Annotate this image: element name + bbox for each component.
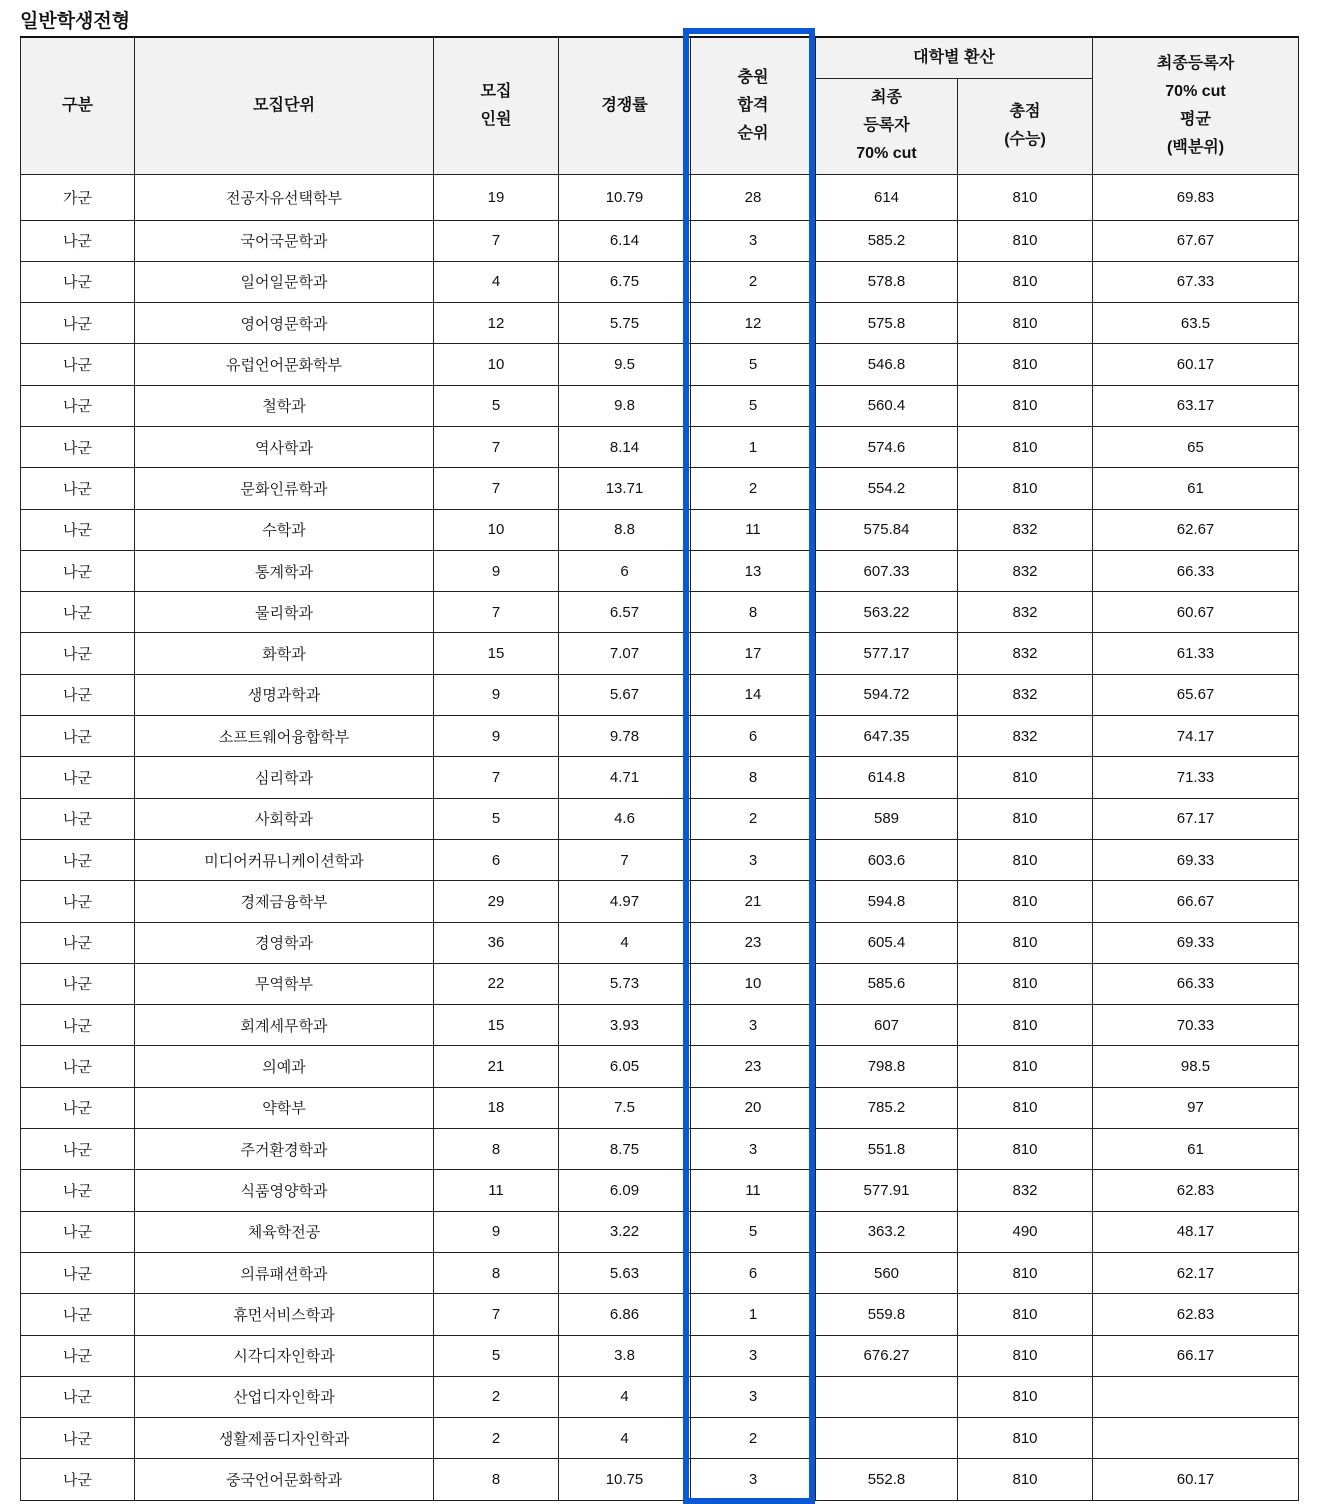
header-rank: 충원 합격 순위 [691,37,816,174]
cell-final-cut: 363.2 [816,1211,958,1252]
cell-ratio: 4.6 [559,798,691,839]
cell-unit: 물리학과 [135,592,434,633]
cell-average: 48.17 [1093,1211,1299,1252]
cell-unit: 통계학과 [135,550,434,591]
cell-total: 832 [958,550,1093,591]
cell-average: 66.67 [1093,881,1299,922]
cell-group: 나군 [21,674,135,715]
cell-final-cut: 577.17 [816,633,958,674]
cell-final-cut: 589 [816,798,958,839]
cell-unit: 철학과 [135,385,434,426]
cell-group: 나군 [21,1294,135,1335]
cell-rank: 3 [691,1376,816,1417]
cell-group: 나군 [21,385,135,426]
table-row [21,509,1299,550]
cell-unit: 의예과 [135,1046,434,1087]
cell-final-cut: 552.8 [816,1459,958,1500]
cell-rank: 2 [691,798,816,839]
cell-quota: 9 [434,716,559,757]
cell-quota: 5 [434,385,559,426]
cell-group: 나군 [21,1252,135,1293]
cell-final-cut: 574.6 [816,426,958,467]
cell-unit: 경영학과 [135,922,434,963]
cell-final-cut [816,1376,958,1417]
table-row [21,757,1299,798]
cell-quota: 15 [434,633,559,674]
cell-rank: 23 [691,922,816,963]
cell-rank: 14 [691,674,816,715]
cell-total: 810 [958,174,1093,220]
cell-unit: 회계세무학과 [135,1005,434,1046]
cell-ratio: 9.5 [559,344,691,385]
cell-quota: 12 [434,303,559,344]
cell-ratio: 6.75 [559,261,691,302]
cell-quota: 7 [434,757,559,798]
cell-rank: 3 [691,1459,816,1500]
cell-quota: 11 [434,1170,559,1211]
header-final-cut: 최종 등록자 70% cut [816,78,958,174]
cell-ratio: 7.5 [559,1087,691,1128]
cell-average: 62.17 [1093,1252,1299,1293]
table-row [21,963,1299,1004]
cell-total: 832 [958,1170,1093,1211]
cell-unit: 사회학과 [135,798,434,839]
cell-unit: 역사학과 [135,426,434,467]
cell-ratio: 9.8 [559,385,691,426]
cell-average: 65 [1093,426,1299,467]
cell-total: 810 [958,344,1093,385]
cell-rank: 2 [691,261,816,302]
cell-unit: 의류패션학과 [135,1252,434,1293]
cell-final-cut: 575.84 [816,509,958,550]
cell-total: 810 [958,963,1093,1004]
cell-final-cut: 578.8 [816,261,958,302]
cell-group: 나군 [21,1087,135,1128]
cell-group: 나군 [21,1459,135,1500]
cell-rank: 11 [691,509,816,550]
table-row [21,1252,1299,1293]
cell-average: 63.5 [1093,303,1299,344]
cell-group: 나군 [21,1170,135,1211]
cell-group: 나군 [21,303,135,344]
cell-total: 810 [958,1459,1093,1500]
cell-group: 나군 [21,633,135,674]
cell-total: 810 [958,1335,1093,1376]
cell-total: 810 [958,303,1093,344]
cell-total: 810 [958,839,1093,880]
cell-ratio: 4 [559,1376,691,1417]
cell-ratio: 7 [559,839,691,880]
cell-unit: 주거환경학과 [135,1129,434,1170]
cell-ratio: 6.57 [559,592,691,633]
cell-rank: 8 [691,757,816,798]
cell-unit: 생명과학과 [135,674,434,715]
cell-quota: 8 [434,1129,559,1170]
cell-average: 61 [1093,468,1299,509]
header-average: 최종등록자 70% cut 평균 (백분위) [1093,37,1299,174]
cell-final-cut: 614.8 [816,757,958,798]
cell-total: 810 [958,1376,1093,1417]
table-row [21,1418,1299,1459]
cell-total: 810 [958,798,1093,839]
cell-unit: 화학과 [135,633,434,674]
cell-ratio: 4.97 [559,881,691,922]
table-row [21,1376,1299,1417]
cell-unit: 중국언어문화학과 [135,1459,434,1500]
cell-rank: 2 [691,1418,816,1459]
table-row [21,839,1299,880]
cell-final-cut: 585.6 [816,963,958,1004]
cell-average: 62.67 [1093,509,1299,550]
cell-rank: 1 [691,1294,816,1335]
cell-total: 810 [958,1294,1093,1335]
table-row [21,1087,1299,1128]
header-conversion: 대학별 환산 [816,37,1093,78]
cell-unit: 약학부 [135,1087,434,1128]
cell-total: 810 [958,922,1093,963]
cell-group: 나군 [21,550,135,591]
cell-total: 810 [958,426,1093,467]
cell-final-cut: 563.22 [816,592,958,633]
cell-ratio: 9.78 [559,716,691,757]
cell-final-cut: 605.4 [816,922,958,963]
cell-total: 810 [958,1046,1093,1087]
cell-rank: 5 [691,344,816,385]
cell-final-cut: 676.27 [816,1335,958,1376]
cell-unit: 심리학과 [135,757,434,798]
cell-quota: 21 [434,1046,559,1087]
cell-ratio: 5.73 [559,963,691,1004]
cell-rank: 3 [691,1335,816,1376]
cell-total: 810 [958,1129,1093,1170]
cell-rank: 6 [691,716,816,757]
cell-ratio: 3.8 [559,1335,691,1376]
cell-ratio: 10.75 [559,1459,691,1500]
cell-group: 나군 [21,1046,135,1087]
cell-final-cut: 607 [816,1005,958,1046]
cell-ratio: 6.09 [559,1170,691,1211]
cell-group: 나군 [21,220,135,261]
cell-quota: 8 [434,1459,559,1500]
cell-ratio: 10.79 [559,174,691,220]
cell-average [1093,1418,1299,1459]
cell-average: 70.33 [1093,1005,1299,1046]
header-quota: 모집 인원 [434,37,559,174]
cell-average: 67.67 [1093,220,1299,261]
table-row [21,1459,1299,1500]
cell-quota: 2 [434,1418,559,1459]
cell-quota: 22 [434,963,559,1004]
cell-quota: 9 [434,674,559,715]
cell-unit: 소프트웨어융합학부 [135,716,434,757]
table-row [21,1294,1299,1335]
cell-final-cut: 554.2 [816,468,958,509]
cell-average: 74.17 [1093,716,1299,757]
cell-group: 나군 [21,1335,135,1376]
cell-group: 나군 [21,344,135,385]
cell-unit: 무역학부 [135,963,434,1004]
cell-average: 69.83 [1093,174,1299,220]
cell-rank: 10 [691,963,816,1004]
cell-unit: 문화인류학과 [135,468,434,509]
cell-quota: 2 [434,1376,559,1417]
cell-quota: 7 [434,592,559,633]
table-row [21,220,1299,261]
cell-average [1093,1376,1299,1417]
header-unit: 모집단위 [135,37,434,174]
cell-average: 69.33 [1093,839,1299,880]
cell-ratio: 4.71 [559,757,691,798]
cell-average: 66.33 [1093,963,1299,1004]
cell-final-cut: 577.91 [816,1170,958,1211]
cell-average: 65.67 [1093,674,1299,715]
cell-average: 97 [1093,1087,1299,1128]
cell-rank: 3 [691,1005,816,1046]
cell-rank: 12 [691,303,816,344]
cell-unit: 수학과 [135,509,434,550]
cell-average: 61 [1093,1129,1299,1170]
cell-quota: 10 [434,509,559,550]
header-total: 총점 (수능) [958,78,1093,174]
cell-quota: 9 [434,1211,559,1252]
cell-ratio: 5.75 [559,303,691,344]
cell-quota: 5 [434,1335,559,1376]
header-ratio: 경쟁률 [559,37,691,174]
cell-group: 나군 [21,798,135,839]
cell-total: 832 [958,716,1093,757]
table-row [21,344,1299,385]
cell-group: 나군 [21,1211,135,1252]
cell-ratio: 3.93 [559,1005,691,1046]
cell-quota: 8 [434,1252,559,1293]
cell-average: 62.83 [1093,1170,1299,1211]
cell-average: 60.67 [1093,592,1299,633]
table-row [21,592,1299,633]
cell-ratio: 4 [559,922,691,963]
cell-rank: 11 [691,1170,816,1211]
cell-rank: 17 [691,633,816,674]
table-row [21,1005,1299,1046]
cell-ratio: 5.67 [559,674,691,715]
cell-ratio: 4 [559,1418,691,1459]
cell-unit: 경제금융학부 [135,881,434,922]
cell-unit: 체육학전공 [135,1211,434,1252]
cell-average: 98.5 [1093,1046,1299,1087]
cell-ratio: 8.14 [559,426,691,467]
cell-final-cut: 546.8 [816,344,958,385]
cell-unit: 국어국문학과 [135,220,434,261]
section-title: 일반학생전형 [20,11,131,32]
cell-quota: 15 [434,1005,559,1046]
table-row [21,1335,1299,1376]
cell-final-cut [816,1418,958,1459]
table-row [21,468,1299,509]
cell-rank: 13 [691,550,816,591]
cell-rank: 28 [691,174,816,220]
cell-unit: 시각디자인학과 [135,1335,434,1376]
cell-ratio: 6.05 [559,1046,691,1087]
cell-unit: 미디어커뮤니케이션학과 [135,839,434,880]
table-row [21,550,1299,591]
cell-ratio: 6 [559,550,691,591]
cell-average: 60.17 [1093,1459,1299,1500]
cell-group: 나군 [21,1005,135,1046]
cell-rank: 1 [691,426,816,467]
table-row [21,922,1299,963]
header-group: 구분 [21,37,135,174]
cell-group: 나군 [21,468,135,509]
cell-final-cut: 594.72 [816,674,958,715]
cell-quota: 7 [434,220,559,261]
table-row [21,303,1299,344]
cell-quota: 10 [434,344,559,385]
cell-total: 810 [958,1252,1093,1293]
cell-ratio: 5.63 [559,1252,691,1293]
cell-average: 71.33 [1093,757,1299,798]
cell-final-cut: 559.8 [816,1294,958,1335]
cell-total: 810 [958,1005,1093,1046]
cell-group: 나군 [21,963,135,1004]
cell-unit: 유럽언어문화학부 [135,344,434,385]
cell-unit: 일어일문학과 [135,261,434,302]
cell-unit: 산업디자인학과 [135,1376,434,1417]
cell-rank: 3 [691,220,816,261]
cell-group: 나군 [21,1376,135,1417]
cell-ratio: 6.14 [559,220,691,261]
table-row [21,426,1299,467]
cell-total: 810 [958,261,1093,302]
cell-ratio: 3.22 [559,1211,691,1252]
cell-ratio: 8.75 [559,1129,691,1170]
cell-group: 나군 [21,881,135,922]
cell-ratio: 13.71 [559,468,691,509]
cell-rank: 3 [691,839,816,880]
table-row [21,633,1299,674]
cell-final-cut: 575.8 [816,303,958,344]
cell-average: 67.17 [1093,798,1299,839]
cell-quota: 9 [434,550,559,591]
cell-group: 나군 [21,261,135,302]
cell-average: 69.33 [1093,922,1299,963]
cell-quota: 29 [434,881,559,922]
cell-ratio: 6.86 [559,1294,691,1335]
table-row [21,674,1299,715]
cell-total: 810 [958,881,1093,922]
table-row [21,716,1299,757]
cell-rank: 3 [691,1129,816,1170]
table-row [21,1129,1299,1170]
cell-quota: 6 [434,839,559,880]
cell-average: 61.33 [1093,633,1299,674]
cell-final-cut: 560.4 [816,385,958,426]
cell-final-cut: 551.8 [816,1129,958,1170]
cell-rank: 21 [691,881,816,922]
cell-quota: 4 [434,261,559,302]
cell-final-cut: 560 [816,1252,958,1293]
cell-group: 가군 [21,174,135,220]
table-row [21,1170,1299,1211]
cell-total: 832 [958,592,1093,633]
cell-final-cut: 614 [816,174,958,220]
table-row [21,261,1299,302]
cell-group: 나군 [21,757,135,798]
cell-rank: 23 [691,1046,816,1087]
cell-final-cut: 607.33 [816,550,958,591]
cell-total: 832 [958,633,1093,674]
cell-average: 66.17 [1093,1335,1299,1376]
cell-final-cut: 798.8 [816,1046,958,1087]
cell-unit: 식품영양학과 [135,1170,434,1211]
cell-group: 나군 [21,592,135,633]
cell-final-cut: 785.2 [816,1087,958,1128]
cell-total: 490 [958,1211,1093,1252]
cell-average: 60.17 [1093,344,1299,385]
cell-ratio: 7.07 [559,633,691,674]
cell-unit: 전공자유선택학부 [135,174,434,220]
cell-group: 나군 [21,839,135,880]
table-row [21,1211,1299,1252]
table-row [21,798,1299,839]
cell-quota: 19 [434,174,559,220]
cell-final-cut: 603.6 [816,839,958,880]
cell-average: 62.83 [1093,1294,1299,1335]
cell-total: 832 [958,509,1093,550]
cell-group: 나군 [21,1418,135,1459]
cell-average: 66.33 [1093,550,1299,591]
cell-rank: 2 [691,468,816,509]
cell-total: 832 [958,674,1093,715]
cell-unit: 생활제품디자인학과 [135,1418,434,1459]
cell-total: 810 [958,1087,1093,1128]
cell-group: 나군 [21,426,135,467]
cell-total: 810 [958,757,1093,798]
cell-average: 67.33 [1093,261,1299,302]
cell-quota: 7 [434,1294,559,1335]
cell-rank: 5 [691,1211,816,1252]
cell-quota: 7 [434,468,559,509]
cell-rank: 20 [691,1087,816,1128]
cell-group: 나군 [21,1129,135,1170]
cell-total: 810 [958,220,1093,261]
cell-rank: 5 [691,385,816,426]
cell-quota: 7 [434,426,559,467]
cell-unit: 휴먼서비스학과 [135,1294,434,1335]
cell-total: 810 [958,1418,1093,1459]
cell-final-cut: 594.8 [816,881,958,922]
cell-total: 810 [958,385,1093,426]
cell-quota: 5 [434,798,559,839]
table-row [21,1046,1299,1087]
cell-quota: 36 [434,922,559,963]
cell-average: 63.17 [1093,385,1299,426]
cell-ratio: 8.8 [559,509,691,550]
cell-group: 나군 [21,716,135,757]
admission-results-table [20,36,1299,1501]
cell-total: 810 [958,468,1093,509]
cell-final-cut: 585.2 [816,220,958,261]
table-row [21,385,1299,426]
table-row [21,174,1299,220]
table-row [21,881,1299,922]
cell-group: 나군 [21,922,135,963]
cell-group: 나군 [21,509,135,550]
cell-unit: 영어영문학과 [135,303,434,344]
cell-quota: 18 [434,1087,559,1128]
cell-final-cut: 647.35 [816,716,958,757]
cell-rank: 6 [691,1252,816,1293]
cell-rank: 8 [691,592,816,633]
